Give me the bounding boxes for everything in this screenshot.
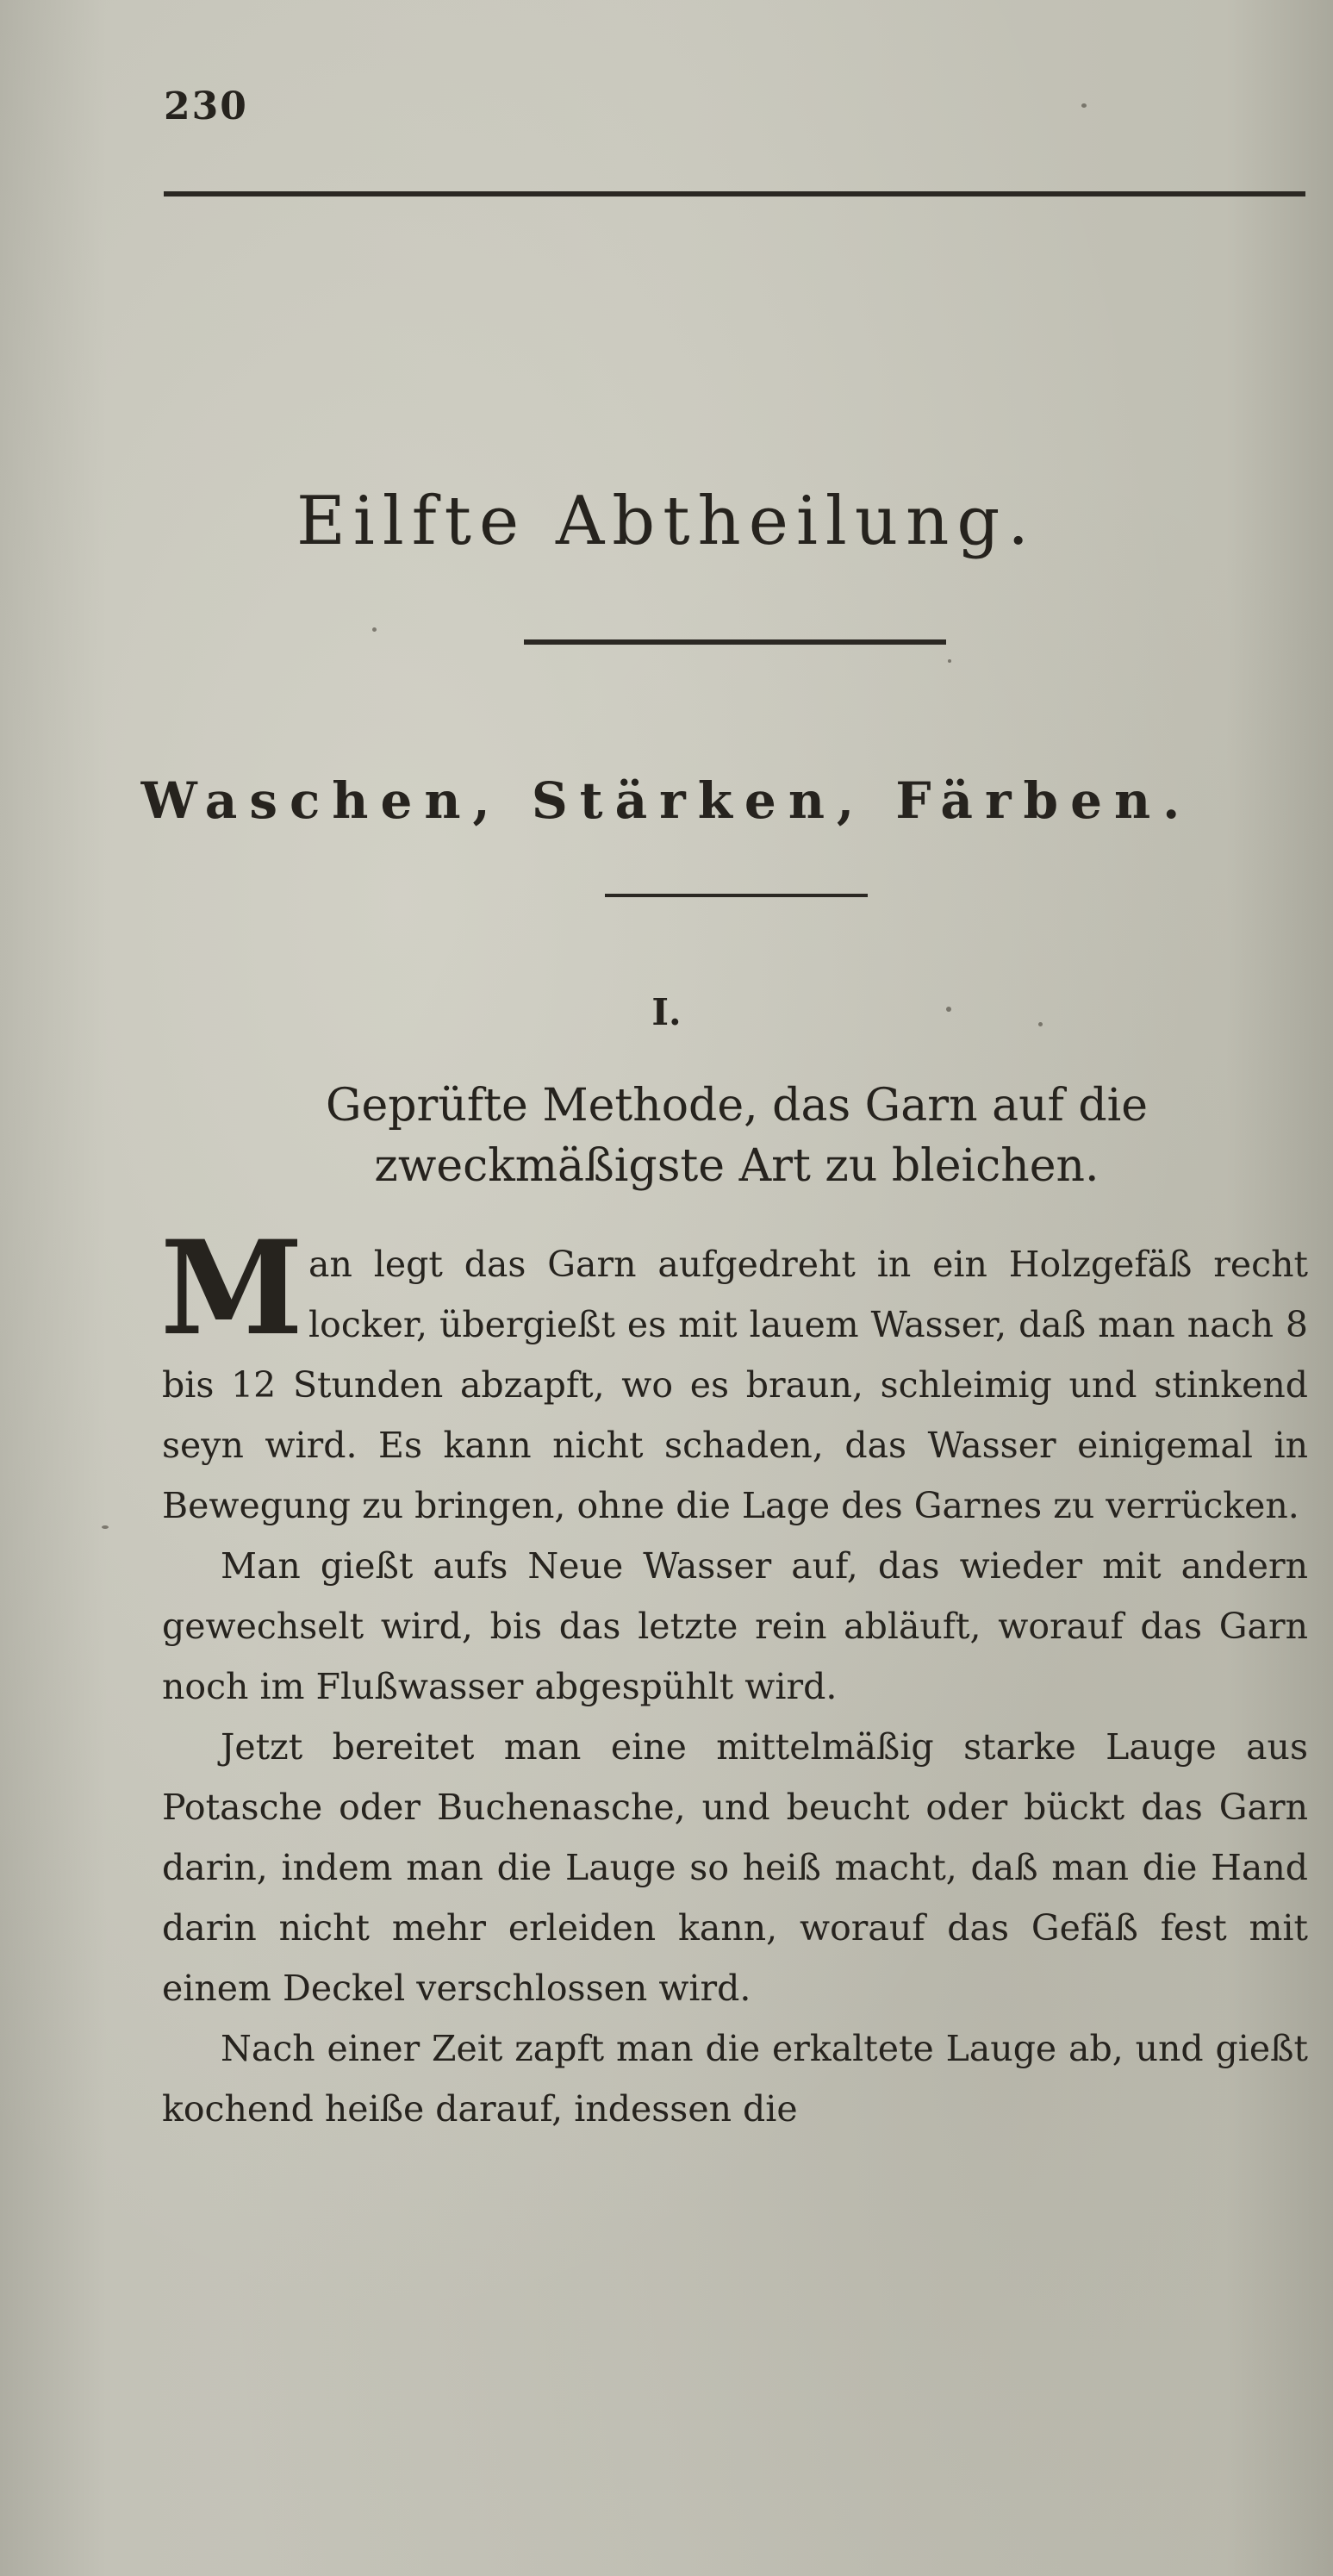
paper-speck: [1038, 1022, 1043, 1026]
paper-speck: [948, 659, 951, 663]
title-divider: [524, 639, 946, 645]
body-text: [160, 1213, 1308, 2139]
section-subtitle: Waschen, Stärken, Färben.: [140, 771, 1193, 830]
section-title: Eilfte Abtheilung.: [296, 483, 1037, 560]
paragraph-text: an legt das Garn aufgedreht in ein Holzgefäß recht locker, übergießt es mit lauem Wasser, daß man nach 8 bis 12 Stunden abzapft, wo es braun, schleimig und stinkend seyn wird. Es kann nicht schaden, das Wasser einigemal in Bewegung zu bringen, ohne die Lage des Garnes zu verrücken.: [162, 1244, 1308, 1526]
paragraph-3: Jetzt bereitet man eine mittelmäßig starke Lauge aus Potasche oder Buchenasche, und beucht oder bückt das Garn darin, indem man die Lauge so heiß macht, daß man die Hand darin nicht mehr erleiden kann, worauf das Gefäß fest mit einem Deckel verschlossen wird.: [162, 1726, 1308, 2009]
chapter-heading: Geprüfte Methode, das Garn auf die zweckmäßigste Art zu bleichen.: [325, 1080, 1149, 1192]
paragraph-4: Nach einer Zeit zapft man die erkaltete Lauge ab, und gießt kochend heiße darauf, indessen die: [162, 2028, 1308, 2130]
subtitle-divider: [605, 894, 868, 897]
paper-speck: [102, 1525, 109, 1529]
paragraph-1: [160, 1213, 1308, 1536]
drop-cap: M: [160, 1213, 304, 1364]
header-rule: [164, 191, 1305, 196]
paper-speck: [946, 1007, 951, 1012]
paper-speck: [372, 627, 377, 632]
paragraph-2: Man gießt aufs Neue Wasser auf, das wieder mit andern gewechselt wird, bis das letzte rein abläuft, worauf das Garn noch im Flußwasser abgespühlt wird.: [162, 1545, 1308, 1707]
paper-speck: [1081, 103, 1087, 108]
chapter-number: I.: [651, 991, 682, 1033]
page-number: 230: [164, 84, 248, 128]
